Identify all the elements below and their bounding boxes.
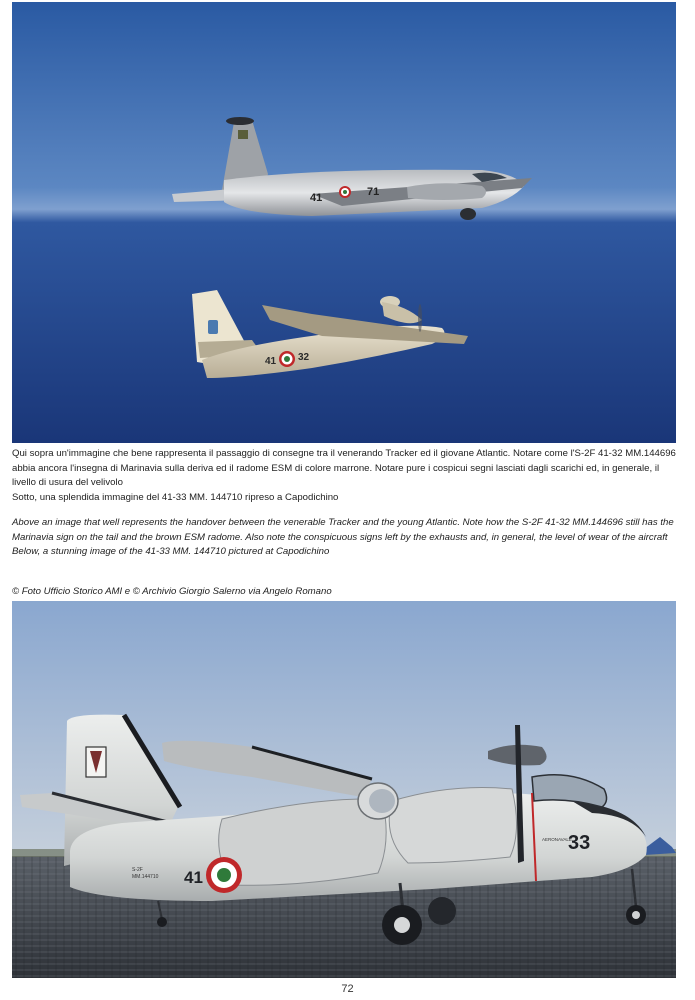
- caption-english: [12, 516, 678, 560]
- atlantic-code-right: 71: [367, 186, 380, 198]
- tail-serial-line-1: S-2F: [132, 867, 143, 873]
- photo-top-in-flight: [12, 2, 676, 443]
- tail-serial-line-2: MM.144710: [132, 874, 159, 880]
- caption-italian-paragraph-2: Sotto, una splendida immagine del 41-33 MM. 144710 ripreso a Capodichino: [12, 491, 339, 503]
- caption-english-paragraph-1: Above an image that well represents the handover between the venerable Tracker and the young Atlantic. Note how the S-2F 41-32 MM.144696 still has the Marinavia sign on the tail and the brown ESM radome. Also note the conspicuous signs left by the exhausts and, in general, the level of wear of the aircraft: [12, 517, 674, 543]
- page-number: 72: [341, 983, 354, 995]
- caption-italian-paragraph-1: Qui sopra un'immagine che bene rappresenta il passaggio di consegne tra il venerando Tracker ed il giovane Atlantic. Notare come l'S-2F 41-32 MM.144696 abbia ancora l'insegna di Marinavia sulla deriva ed il radome ESM di colore marrone. Notare pure i cospicui segni lasciati dagli scarichi ed, in generale, il livello di usura del velivolo: [12, 448, 676, 488]
- nose-code: 33: [568, 832, 591, 854]
- on-ground-illustration: [12, 601, 676, 978]
- tracker-code-left: 41: [265, 356, 277, 367]
- fuselage-code: 41: [184, 868, 203, 887]
- atlantic-code-left: 41: [310, 192, 323, 204]
- photo-credits: © Foto Ufficio Storico AMI e © Archivio Giorgio Salerno via Angelo Romano: [12, 586, 332, 597]
- sky-and-sea: [12, 2, 676, 443]
- in-flight-illustration: [12, 2, 676, 443]
- caption-italian: [12, 447, 678, 505]
- tracker-code-right: 32: [298, 352, 310, 363]
- caption-english-paragraph-2: Below, a stunning image of the 41-33 MM. 144710 pictured at Capodichino: [12, 546, 330, 557]
- photo-bottom-on-ground: [12, 601, 676, 978]
- nose-small-text: AERONAVALE: [542, 837, 572, 842]
